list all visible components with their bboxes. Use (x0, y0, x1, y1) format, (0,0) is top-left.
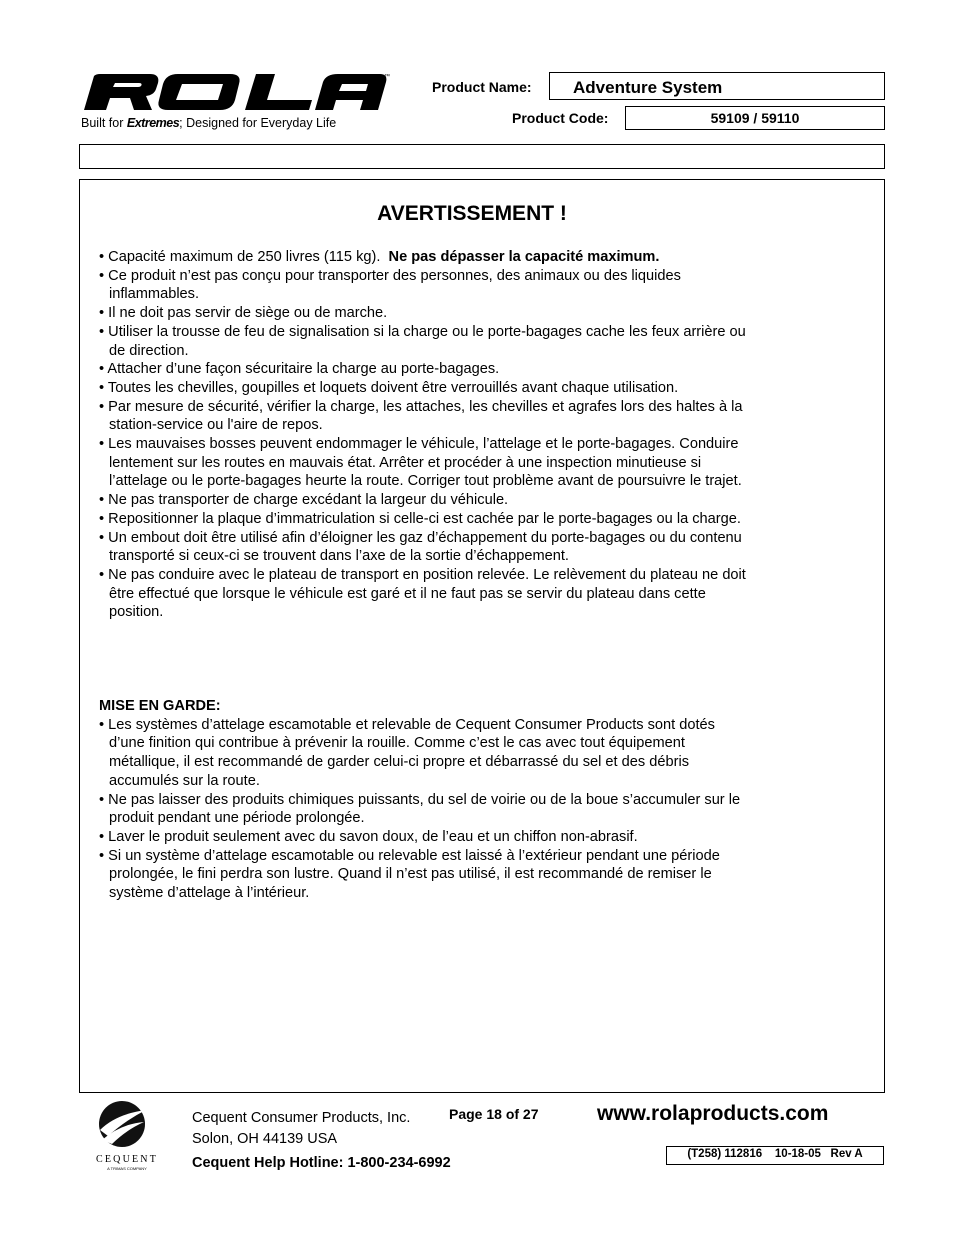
document-code-box (666, 1146, 884, 1165)
header-divider-box (79, 144, 885, 169)
product-code-value: 59109 / 59110 (710, 110, 800, 126)
warning-item: • Ne pas transporter de charge excédant la largeur du véhicule. (99, 492, 509, 509)
page-number: Page 18 of 27 (449, 1106, 539, 1122)
cequent-subtext: A TRIMAS COMPANY (107, 1166, 147, 1171)
capacity-emphasis: Ne pas dépasser la capacité maximum. (388, 249, 660, 265)
caution-item: • Si un système d’attelage escamotable ou relevable est laissé à l’extérieur pendant une période prolongée, le fini perdra son lustre. Quand il n’est pas utilisé, il est recommandé de remiser le système d’attelage à l’intérieur. (99, 847, 720, 902)
warning-item: • Utiliser la trousse de feu de signalisation si la charge ou le porte-bagages cache les feux arrière ou de direction. (99, 323, 746, 359)
warning-item: • Il ne doit pas servir de siège ou de marche. (99, 305, 388, 322)
website-link[interactable]: www.rolaproducts.com (597, 1102, 829, 1125)
document-code: (T258) 112816 10-18-05 Rev A (687, 1148, 863, 1160)
warning-item: • Par mesure de sécurité, vérifier la charge, les attaches, les chevilles et agrafes lors des haltes à la station-service ou l'aire de repos. (99, 398, 743, 434)
warning-title: AVERTISSEMENT ! (377, 202, 567, 225)
warning-item: • Toutes les chevilles, goupilles et loquets doivent être verrouillés avant chaque utilisation. (99, 379, 679, 396)
product-name-field (549, 72, 885, 100)
caution-item: • Les systèmes d’attelage escamotable et relevable de Cequent Consumer Products sont dotés d’une finition qui contribue à prévenir la rouille. Comme c’est le cas avec tout équipement métallique, il est recommandé de garder celui-ci propre et débarrassé du sel et des débris accumulés sur la route. (99, 716, 715, 789)
company-address: Solon, OH 44139 USA (192, 1131, 338, 1147)
warning-item: • Capacité maximum de 250 livres (115 kg). Ne pas dépasser la capacité maximum. (99, 249, 660, 265)
warning-item: • Les mauvaises bosses peuvent endommager le véhicule, l’attelage et le porte-bagages. Conduire lentement sur les routes en mauvais état. Arrêter et procéder à une inspection minutieuse si l’attelage ou le porte-bagages heurte la route. Corriger tout problème avant de poursuivre le trajet. (99, 436, 742, 490)
caution-list (99, 697, 749, 903)
cequent-wordmark: CEQUENT (95, 1154, 159, 1165)
warning-item: • Ce produit n’est pas conçu pour transporter des personnes, des animaux ou des liquides inflammables. (99, 267, 681, 303)
company-info (192, 1108, 451, 1174)
brand-tagline: Built for Extremes; Designed for Everyday Life (81, 116, 337, 130)
warning-list (99, 248, 749, 622)
company-name: Cequent Consumer Products, Inc. (192, 1110, 411, 1126)
warning-item: • Un embout doit être utilisé afin d’éloigner les gaz d’échappement du porte-bagages ou du contenu transporté si ceux-ci se trouvent dans l’axe de la sortie d’échappement. (99, 529, 742, 565)
product-code-field (625, 106, 885, 130)
caution-title: MISE EN GARDE: (99, 698, 221, 714)
product-code-label: Product Code: (512, 110, 609, 126)
product-name-value: Adventure System (573, 78, 723, 97)
warning-item: • Attacher d’une façon sécuritaire la charge au porte-bagages. (99, 361, 500, 378)
product-name-label: Product Name: (432, 79, 532, 95)
cequent-logo (86, 1100, 168, 1172)
cequent-swoosh-icon (86, 1100, 168, 1172)
help-hotline: Cequent Help Hotline: 1-800-234-6992 (192, 1155, 451, 1171)
rola-wordmark-icon (80, 70, 392, 114)
svg-text:™: ™ (384, 74, 390, 80)
caution-item: • Laver le produit seulement avec du savon doux, de l’eau et un chiffon non-abrasif. (99, 828, 638, 845)
warning-item: • Repositionner la plaque d’immatriculation si celle-ci est cachée par le porte-bagages ou la charge. (99, 510, 741, 527)
caution-item: • Ne pas laisser des produits chimiques puissants, du sel de voirie ou de la boue s’accumuler sur le produit pendant une période prolongée. (99, 791, 741, 827)
warning-item: • Ne pas conduire avec le plateau de transport en position relevée. Le relèvement du plateau ne doit être effectué que lorsque le véhicule est garé et il ne faut pas se servir du plateau dans cette position. (99, 566, 746, 621)
